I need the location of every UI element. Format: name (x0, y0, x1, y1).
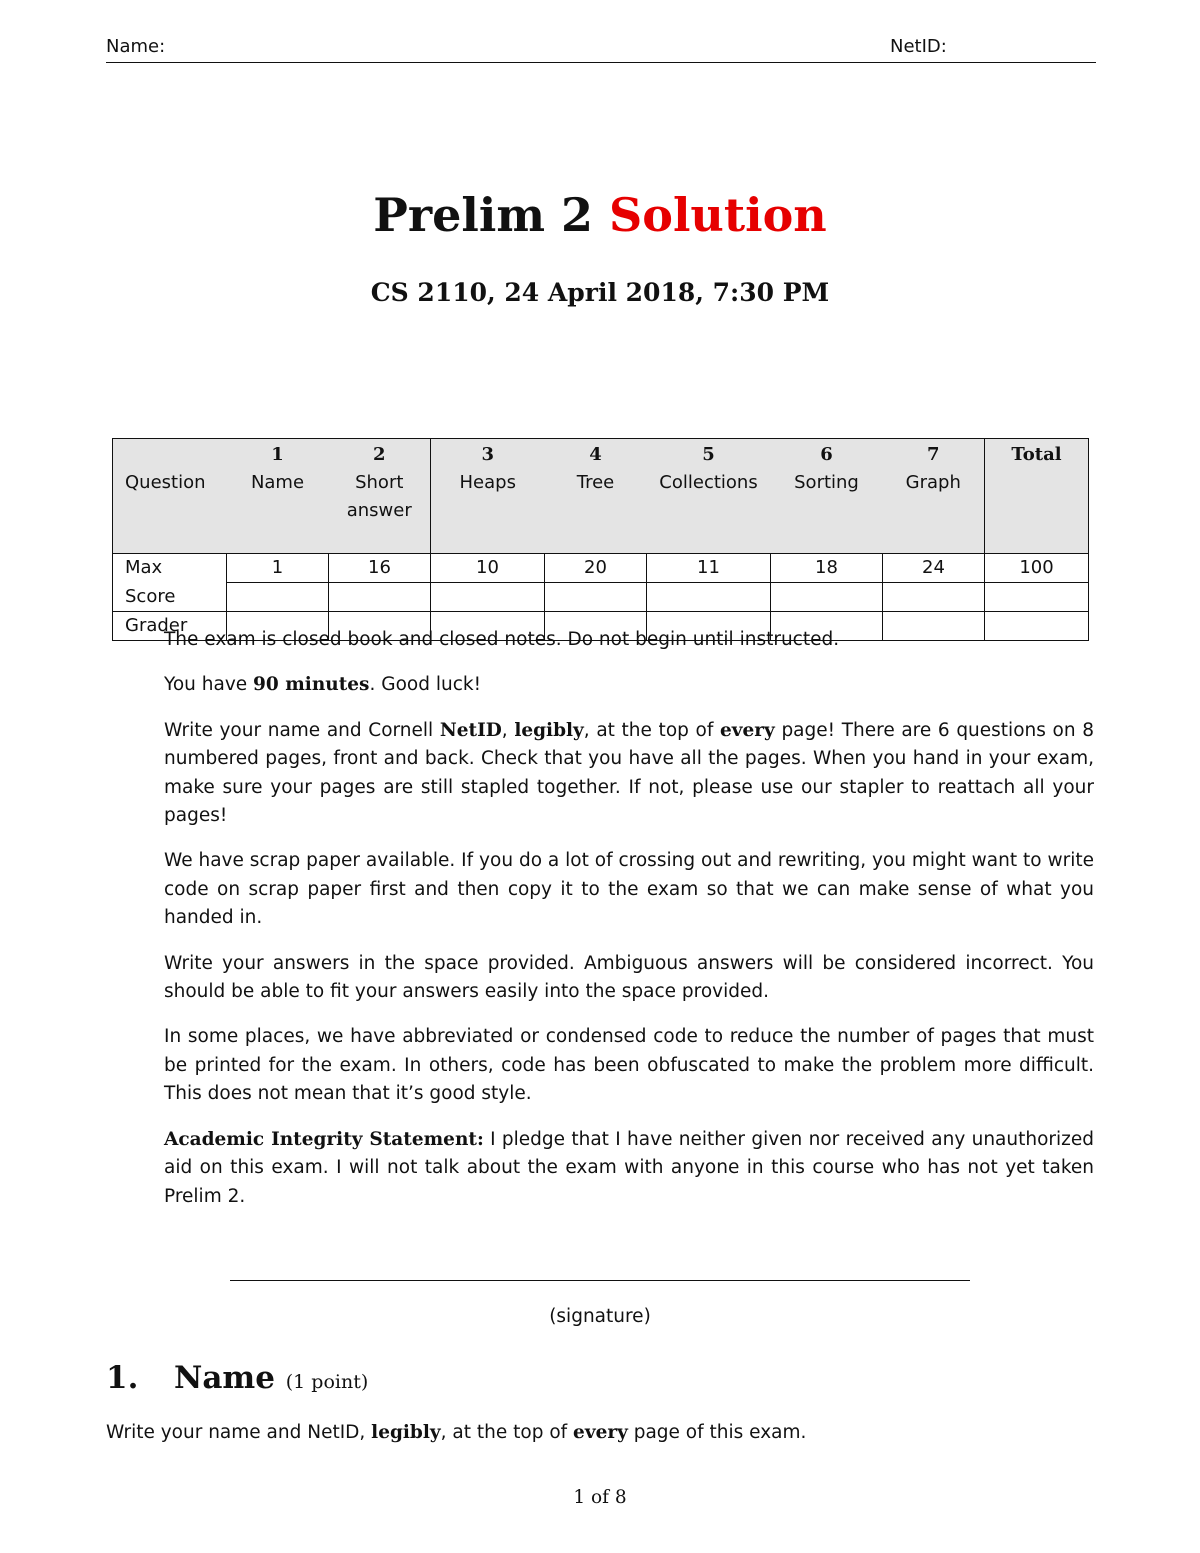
question-header (227, 439, 329, 554)
question-name: Heaps (459, 472, 516, 493)
score-table (112, 438, 1089, 641)
total-max-cell: 100 (985, 554, 1089, 583)
max-cell: 1 (227, 554, 329, 583)
page-header (106, 34, 1096, 63)
score-label: Score (113, 583, 227, 612)
integrity-label: Academic Integrity Statement: (164, 1128, 484, 1150)
name-label: Name: (106, 36, 166, 57)
question-name: Collections (659, 472, 758, 493)
question-number: 7 (926, 444, 940, 465)
section-points: (1 point) (285, 1371, 369, 1393)
question-name: Short (355, 472, 404, 493)
exam-subtitle: CS 2110, 24 April 2018, 7:30 PM (370, 278, 830, 307)
score-row (113, 583, 1089, 612)
question-name: Tree (576, 472, 615, 493)
signature-line[interactable] (230, 1280, 970, 1281)
score-cell (545, 583, 647, 612)
max-cell: 18 (771, 554, 883, 583)
total-header (985, 439, 1089, 554)
question-header (883, 439, 985, 554)
section-title: Name (174, 1360, 275, 1396)
max-cell: 10 (431, 554, 545, 583)
question-name: Name (250, 472, 305, 493)
max-row (113, 554, 1089, 583)
total-label: Total (1011, 444, 1062, 465)
netid-label: NetID: (890, 36, 947, 57)
question-number: 4 (589, 444, 602, 465)
score-cell (329, 583, 431, 612)
page-number: 1 of 8 (573, 1487, 627, 1508)
max-label: Max (113, 554, 227, 583)
instruction-scrap-paper: We have scrap paper available. If you do a lot of crossing out and rewriting, you might want to write code on scrap paper first and then copy it to the exam so that we can make sense of what you handed in. (164, 850, 1094, 929)
max-cell: 11 (647, 554, 771, 583)
score-cell (771, 583, 883, 612)
question-number: 5 (702, 444, 715, 465)
score-cell (985, 583, 1089, 612)
instruction-answers: Write your answers in the space provided. Ambiguous answers will be considered incorrect. You should be able to fit your answers easily into the space provided. (164, 952, 1094, 1003)
instruction-code-style: In some places, we have abbreviated or condensed code to reduce the number of pages that must be printed for the exam. In others, code has been obfuscated to make the problem more difficult. This does not mean that it’s good style. (164, 1026, 1094, 1105)
question-number: 1 (271, 444, 284, 465)
max-cell: 24 (883, 554, 985, 583)
section-number: 1. (106, 1360, 139, 1396)
question-name: Graph (905, 472, 961, 493)
question-header (431, 439, 545, 554)
question-header (771, 439, 883, 554)
instruction-time: You have 90 minutes. Good luck! (164, 674, 481, 696)
score-cell (883, 583, 985, 612)
score-cell (431, 583, 545, 612)
question-name-line2: answer (346, 500, 412, 521)
grader-label: Grader (113, 611, 227, 640)
question-header (647, 439, 771, 554)
instruction-name: Write your name and Cornell NetID, legibly, at the top of every page! There are 6 questions on 8 numbered pages, front and back. Check that you have all the pages. When you hand in your exam, make sure your pages are still stapled together. If not, please use our stapler to reattach all your pages! (164, 719, 1094, 827)
max-cell: 20 (545, 554, 647, 583)
max-cell: 16 (329, 554, 431, 583)
score-cell (647, 583, 771, 612)
exam-title (0, 188, 1200, 242)
title-main: Prelim 2 (373, 188, 594, 242)
score-cell (227, 583, 329, 612)
header-row (113, 439, 1089, 554)
section-instruction: Write your name and NetID, legibly, at the top of every page of this exam. (106, 1422, 807, 1443)
section-heading (106, 1360, 368, 1396)
instructions (164, 626, 1094, 1228)
signature-label: (signature) (549, 1306, 651, 1327)
question-number: 6 (820, 444, 833, 465)
question-name: Sorting (794, 472, 859, 493)
question-header (545, 439, 647, 554)
academic-integrity-statement: Academic Integrity Statement: I pledge that I have neither given nor received any unauthorized aid on this exam. I will not talk about the exam with anyone in this course who has not yet taken Prelim 2. (164, 1128, 1094, 1207)
title-accent: Solution (609, 188, 827, 242)
instruction-closed-book: The exam is closed book and closed notes. Do not begin until instructed. (164, 629, 840, 650)
question-header (329, 439, 431, 554)
question-number: 2 (372, 444, 386, 465)
question-label: Question (113, 439, 227, 554)
question-number: 3 (481, 444, 495, 465)
